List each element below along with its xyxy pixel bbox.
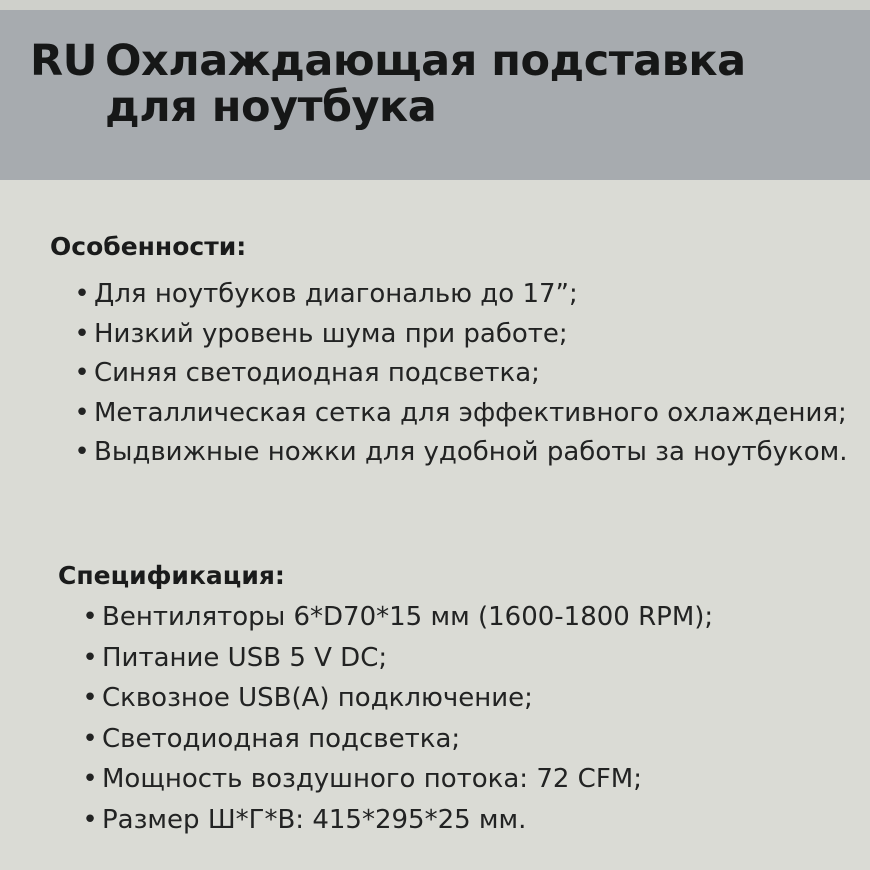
list-item bbox=[70, 275, 848, 315]
feature-text: Синяя светодиодная подсветка; bbox=[94, 358, 540, 388]
features-heading: Особенности: bbox=[50, 232, 247, 261]
bullet-icon: • bbox=[74, 397, 90, 428]
bullet-icon: • bbox=[82, 723, 98, 754]
list-item bbox=[70, 315, 848, 355]
title-line-2: для ноутбука bbox=[105, 82, 437, 132]
bullet-icon: • bbox=[74, 437, 90, 467]
features-list bbox=[70, 275, 848, 473]
bullet-icon: • bbox=[74, 318, 90, 349]
feature-text: Металлическая сетка для эффективного охлаждения; bbox=[94, 397, 847, 428]
spec-text: Питание USB 5 V DC; bbox=[102, 642, 388, 673]
list-item bbox=[70, 433, 848, 473]
specs-list bbox=[78, 597, 713, 840]
bullet-icon: • bbox=[74, 358, 90, 388]
bullet-icon: • bbox=[82, 642, 98, 673]
top-edge bbox=[0, 0, 870, 10]
spec-text: Сквозное USB(A) подключение; bbox=[102, 683, 533, 713]
bullet-icon: • bbox=[82, 804, 98, 835]
bullet-icon: • bbox=[82, 683, 98, 713]
list-item bbox=[78, 759, 713, 800]
list-item bbox=[78, 678, 713, 719]
feature-text: Выдвижные ножки для удобной работы за ноутбуком. bbox=[94, 437, 848, 467]
bullet-icon: • bbox=[82, 764, 98, 794]
language-code: RU bbox=[30, 36, 98, 86]
bullet-icon: • bbox=[82, 602, 98, 632]
feature-text: Низкий уровень шума при работе; bbox=[94, 318, 568, 349]
list-item bbox=[70, 354, 848, 394]
title-line-1: Охлаждающая подставка bbox=[105, 36, 746, 86]
list-item bbox=[70, 394, 848, 434]
specs-heading: Спецификация: bbox=[58, 561, 285, 590]
page-title bbox=[30, 36, 746, 86]
feature-text: Для ноутбуков диагональю до 17”; bbox=[94, 279, 578, 309]
spec-text: Вентиляторы 6*D70*15 мм (1600-1800 RPM); bbox=[102, 602, 714, 632]
list-item bbox=[78, 597, 713, 638]
spec-text: Размер Ш*Г*В: 415*295*25 мм. bbox=[102, 804, 527, 835]
list-item bbox=[78, 638, 713, 679]
list-item bbox=[78, 800, 713, 841]
spec-text: Мощность воздушного потока: 72 CFM; bbox=[102, 764, 642, 794]
bullet-icon: • bbox=[74, 279, 90, 309]
list-item bbox=[78, 719, 713, 760]
spec-text: Светодиодная подсветка; bbox=[102, 723, 461, 754]
